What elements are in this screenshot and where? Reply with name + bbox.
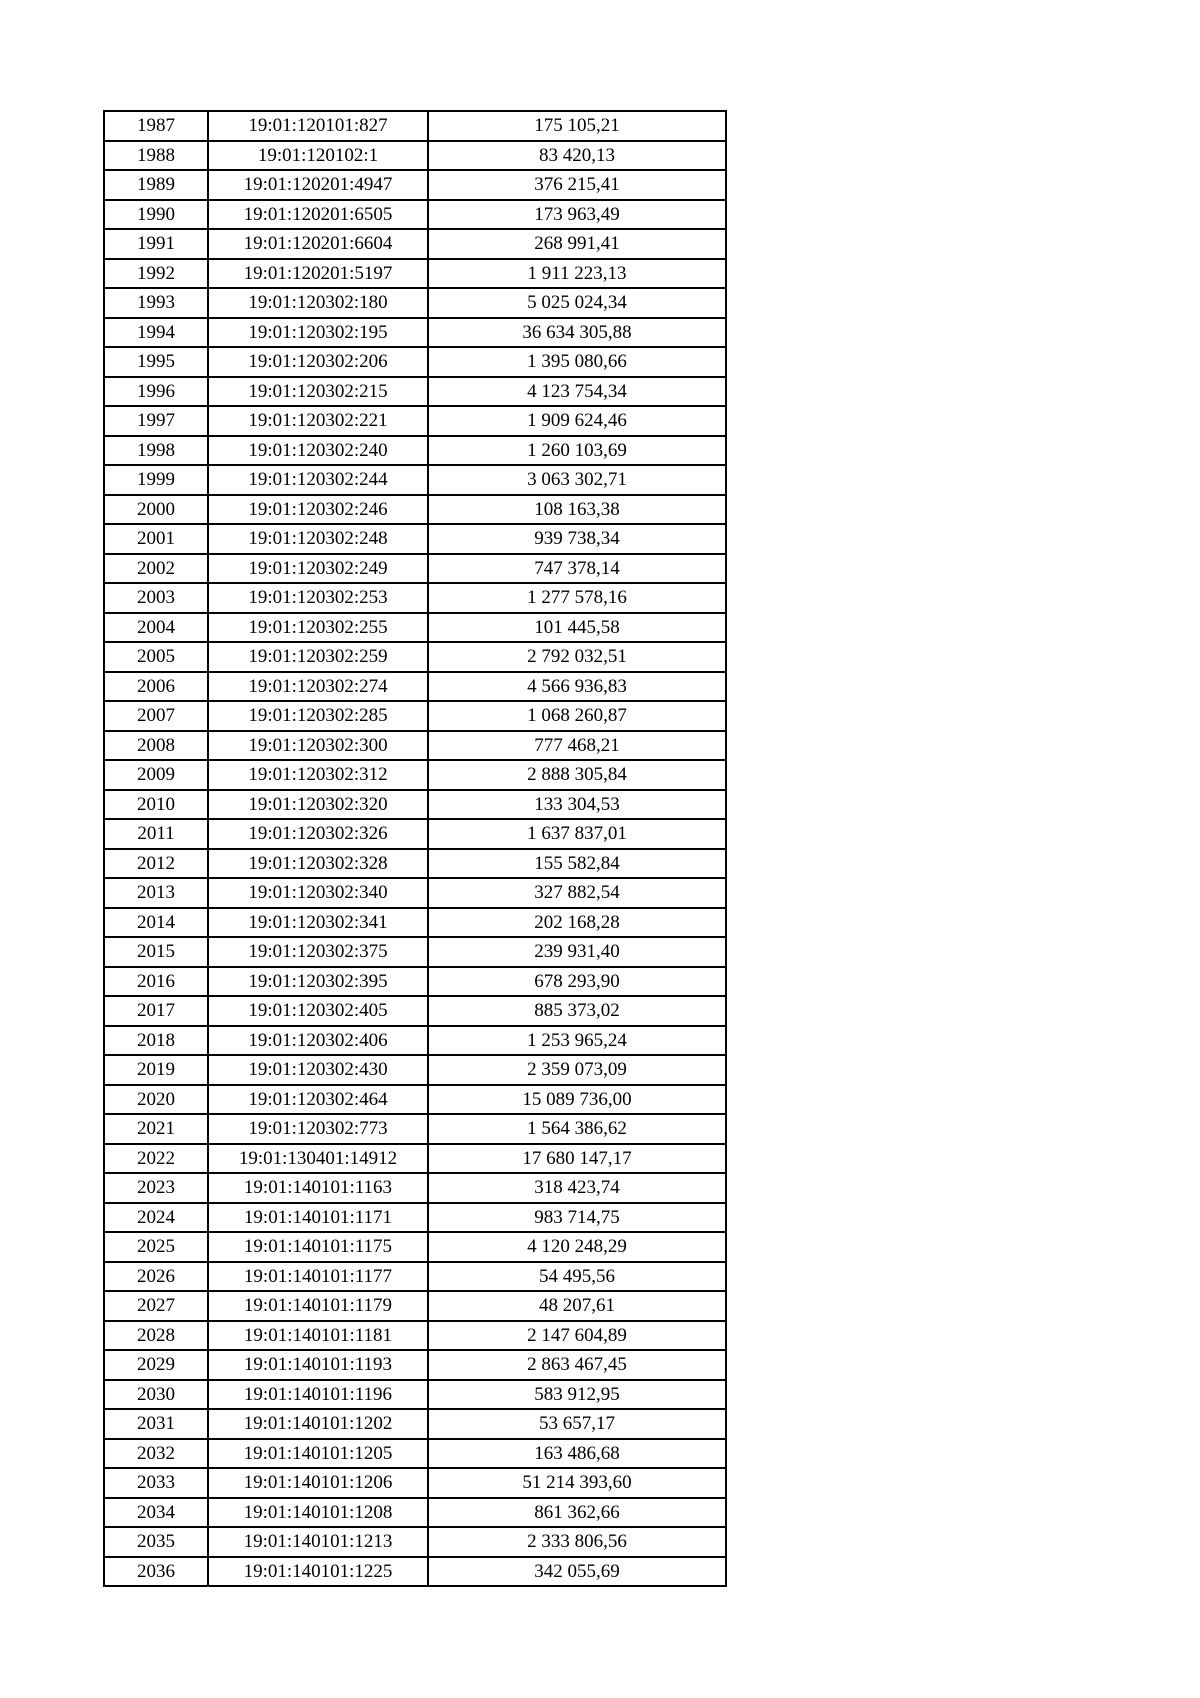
cadastral-number-cell: 19:01:120302:248 bbox=[208, 524, 428, 554]
table-row bbox=[104, 1114, 726, 1144]
cadastral-number-cell: 19:01:120201:6604 bbox=[208, 229, 428, 259]
cadastral-number-cell: 19:01:120302:274 bbox=[208, 672, 428, 702]
cadastral-value-cell: 861 362,66 bbox=[428, 1498, 726, 1528]
cadastral-number-cell: 19:01:140101:1181 bbox=[208, 1321, 428, 1351]
cadastral-number-cell: 19:01:120302:206 bbox=[208, 347, 428, 377]
cadastral-number-cell: 19:01:120302:430 bbox=[208, 1055, 428, 1085]
table-row bbox=[104, 288, 726, 318]
cadastral-number-cell: 19:01:120302:340 bbox=[208, 878, 428, 908]
table-row bbox=[104, 672, 726, 702]
cadastral-value-cell: 163 486,68 bbox=[428, 1439, 726, 1469]
cadastral-number-cell: 19:01:120302:326 bbox=[208, 819, 428, 849]
cadastral-number-cell: 19:01:120302:180 bbox=[208, 288, 428, 318]
cadastral-value-cell: 2 147 604,89 bbox=[428, 1321, 726, 1351]
row-number-cell: 2034 bbox=[104, 1498, 208, 1528]
cadastral-value-cell: 4 120 248,29 bbox=[428, 1232, 726, 1262]
cadastral-number-cell: 19:01:140101:1171 bbox=[208, 1203, 428, 1233]
table-row bbox=[104, 1291, 726, 1321]
table-row bbox=[104, 170, 726, 200]
row-number-cell: 2006 bbox=[104, 672, 208, 702]
row-number-cell: 2035 bbox=[104, 1527, 208, 1557]
cadastral-value-cell: 1 909 624,46 bbox=[428, 406, 726, 436]
cadastral-number-cell: 19:01:140101:1175 bbox=[208, 1232, 428, 1262]
cadastral-number-cell: 19:01:140101:1206 bbox=[208, 1468, 428, 1498]
cadastral-value-cell: 1 260 103,69 bbox=[428, 436, 726, 466]
cadastral-number-cell: 19:01:120302:285 bbox=[208, 701, 428, 731]
cadastral-value-cell: 54 495,56 bbox=[428, 1262, 726, 1292]
table-row bbox=[104, 377, 726, 407]
cadastral-number-cell: 19:01:120302:328 bbox=[208, 849, 428, 879]
table-row bbox=[104, 1409, 726, 1439]
cadastral-value-cell: 1 395 080,66 bbox=[428, 347, 726, 377]
row-number-cell: 1989 bbox=[104, 170, 208, 200]
row-number-cell: 2009 bbox=[104, 760, 208, 790]
cadastral-value-cell: 1 253 965,24 bbox=[428, 1026, 726, 1056]
cadastral-value-cell: 5 025 024,34 bbox=[428, 288, 726, 318]
table-row bbox=[104, 849, 726, 879]
row-number-cell: 2018 bbox=[104, 1026, 208, 1056]
table-row bbox=[104, 819, 726, 849]
row-number-cell: 2005 bbox=[104, 642, 208, 672]
cadastral-number-cell: 19:01:120302:255 bbox=[208, 613, 428, 643]
cadastral-value-cell: 2 792 032,51 bbox=[428, 642, 726, 672]
table-row bbox=[104, 1173, 726, 1203]
row-number-cell: 2003 bbox=[104, 583, 208, 613]
table-row bbox=[104, 1203, 726, 1233]
table-row bbox=[104, 1527, 726, 1557]
table-row bbox=[104, 1380, 726, 1410]
cadastral-value-cell: 133 304,53 bbox=[428, 790, 726, 820]
cadastral-value-cell: 1 277 578,16 bbox=[428, 583, 726, 613]
table-row bbox=[104, 1321, 726, 1351]
row-number-cell: 2027 bbox=[104, 1291, 208, 1321]
cadastral-number-cell: 19:01:120302:244 bbox=[208, 465, 428, 495]
table-row bbox=[104, 1350, 726, 1380]
cadastral-value-table bbox=[103, 110, 727, 1587]
cadastral-number-cell: 19:01:120302:341 bbox=[208, 908, 428, 938]
row-number-cell: 1996 bbox=[104, 377, 208, 407]
row-number-cell: 1987 bbox=[104, 111, 208, 141]
row-number-cell: 2013 bbox=[104, 878, 208, 908]
cadastral-number-cell: 19:01:120302:405 bbox=[208, 996, 428, 1026]
row-number-cell: 2032 bbox=[104, 1439, 208, 1469]
table-row bbox=[104, 1085, 726, 1115]
table-row bbox=[104, 259, 726, 289]
row-number-cell: 2019 bbox=[104, 1055, 208, 1085]
cadastral-number-cell: 19:01:140101:1196 bbox=[208, 1380, 428, 1410]
cadastral-number-cell: 19:01:140101:1177 bbox=[208, 1262, 428, 1292]
row-number-cell: 2007 bbox=[104, 701, 208, 731]
row-number-cell: 2022 bbox=[104, 1144, 208, 1174]
table-row bbox=[104, 613, 726, 643]
cadastral-number-cell: 19:01:120302:246 bbox=[208, 495, 428, 525]
row-number-cell: 1994 bbox=[104, 318, 208, 348]
cadastral-value-cell: 2 863 467,45 bbox=[428, 1350, 726, 1380]
row-number-cell: 1990 bbox=[104, 200, 208, 230]
cadastral-value-cell: 239 931,40 bbox=[428, 937, 726, 967]
table-row bbox=[104, 583, 726, 613]
table-row bbox=[104, 937, 726, 967]
cadastral-value-cell: 53 657,17 bbox=[428, 1409, 726, 1439]
cadastral-value-cell: 747 378,14 bbox=[428, 554, 726, 584]
cadastral-number-cell: 19:01:120302:249 bbox=[208, 554, 428, 584]
row-number-cell: 2002 bbox=[104, 554, 208, 584]
cadastral-number-cell: 19:01:140101:1205 bbox=[208, 1439, 428, 1469]
cadastral-value-cell: 17 680 147,17 bbox=[428, 1144, 726, 1174]
cadastral-number-cell: 19:01:120201:4947 bbox=[208, 170, 428, 200]
table-row bbox=[104, 760, 726, 790]
table-row bbox=[104, 642, 726, 672]
cadastral-value-cell: 2 888 305,84 bbox=[428, 760, 726, 790]
table-row bbox=[104, 554, 726, 584]
table-row bbox=[104, 1439, 726, 1469]
table-row bbox=[104, 524, 726, 554]
table-row bbox=[104, 495, 726, 525]
cadastral-value-cell: 885 373,02 bbox=[428, 996, 726, 1026]
cadastral-number-cell: 19:01:120302:300 bbox=[208, 731, 428, 761]
cadastral-value-cell: 155 582,84 bbox=[428, 849, 726, 879]
cadastral-number-cell: 19:01:120102:1 bbox=[208, 141, 428, 171]
cadastral-value-cell: 1 911 223,13 bbox=[428, 259, 726, 289]
cadastral-number-cell: 19:01:120302:215 bbox=[208, 377, 428, 407]
cadastral-value-cell: 2 359 073,09 bbox=[428, 1055, 726, 1085]
row-number-cell: 2023 bbox=[104, 1173, 208, 1203]
cadastral-number-cell: 19:01:120302:221 bbox=[208, 406, 428, 436]
cadastral-number-cell: 19:01:120302:312 bbox=[208, 760, 428, 790]
cadastral-value-cell: 2 333 806,56 bbox=[428, 1527, 726, 1557]
cadastral-value-cell: 83 420,13 bbox=[428, 141, 726, 171]
cadastral-number-cell: 19:01:140101:1225 bbox=[208, 1557, 428, 1587]
table-row bbox=[104, 908, 726, 938]
table-row bbox=[104, 1468, 726, 1498]
cadastral-number-cell: 19:01:140101:1193 bbox=[208, 1350, 428, 1380]
table-row bbox=[104, 111, 726, 141]
table-row bbox=[104, 1232, 726, 1262]
table-row bbox=[104, 967, 726, 997]
table-row bbox=[104, 318, 726, 348]
cadastral-value-cell: 15 089 736,00 bbox=[428, 1085, 726, 1115]
row-number-cell: 2024 bbox=[104, 1203, 208, 1233]
row-number-cell: 2004 bbox=[104, 613, 208, 643]
cadastral-value-cell: 376 215,41 bbox=[428, 170, 726, 200]
cadastral-value-cell: 48 207,61 bbox=[428, 1291, 726, 1321]
cadastral-number-cell: 19:01:140101:1202 bbox=[208, 1409, 428, 1439]
table-row bbox=[104, 1498, 726, 1528]
cadastral-value-cell: 583 912,95 bbox=[428, 1380, 726, 1410]
cadastral-number-cell: 19:01:120302:195 bbox=[208, 318, 428, 348]
row-number-cell: 2000 bbox=[104, 495, 208, 525]
row-number-cell: 2020 bbox=[104, 1085, 208, 1115]
cadastral-value-cell: 4 566 936,83 bbox=[428, 672, 726, 702]
cadastral-value-cell: 202 168,28 bbox=[428, 908, 726, 938]
table-row bbox=[104, 731, 726, 761]
row-number-cell: 2012 bbox=[104, 849, 208, 879]
cadastral-value-cell: 175 105,21 bbox=[428, 111, 726, 141]
cadastral-number-cell: 19:01:120302:240 bbox=[208, 436, 428, 466]
row-number-cell: 2028 bbox=[104, 1321, 208, 1351]
cadastral-number-cell: 19:01:120302:253 bbox=[208, 583, 428, 613]
row-number-cell: 2026 bbox=[104, 1262, 208, 1292]
row-number-cell: 2010 bbox=[104, 790, 208, 820]
cadastral-value-cell: 777 468,21 bbox=[428, 731, 726, 761]
cadastral-number-cell: 19:01:130401:14912 bbox=[208, 1144, 428, 1174]
row-number-cell: 1992 bbox=[104, 259, 208, 289]
row-number-cell: 1993 bbox=[104, 288, 208, 318]
row-number-cell: 2025 bbox=[104, 1232, 208, 1262]
cadastral-number-cell: 19:01:120302:406 bbox=[208, 1026, 428, 1056]
row-number-cell: 2031 bbox=[104, 1409, 208, 1439]
table-body bbox=[104, 111, 726, 1586]
table-row bbox=[104, 1026, 726, 1056]
row-number-cell: 2014 bbox=[104, 908, 208, 938]
table-row bbox=[104, 406, 726, 436]
row-number-cell: 2029 bbox=[104, 1350, 208, 1380]
row-number-cell: 2016 bbox=[104, 967, 208, 997]
cadastral-number-cell: 19:01:120302:320 bbox=[208, 790, 428, 820]
row-number-cell: 1997 bbox=[104, 406, 208, 436]
table-row bbox=[104, 465, 726, 495]
cadastral-number-cell: 19:01:120302:464 bbox=[208, 1085, 428, 1115]
cadastral-value-cell: 51 214 393,60 bbox=[428, 1468, 726, 1498]
cadastral-value-cell: 1 068 260,87 bbox=[428, 701, 726, 731]
cadastral-number-cell: 19:01:120302:375 bbox=[208, 937, 428, 967]
table-row bbox=[104, 141, 726, 171]
cadastral-value-cell: 318 423,74 bbox=[428, 1173, 726, 1203]
row-number-cell: 2033 bbox=[104, 1468, 208, 1498]
table-row bbox=[104, 701, 726, 731]
cadastral-number-cell: 19:01:120302:259 bbox=[208, 642, 428, 672]
cadastral-value-cell: 4 123 754,34 bbox=[428, 377, 726, 407]
row-number-cell: 1999 bbox=[104, 465, 208, 495]
row-number-cell: 2021 bbox=[104, 1114, 208, 1144]
row-number-cell: 1988 bbox=[104, 141, 208, 171]
table-row bbox=[104, 229, 726, 259]
row-number-cell: 2036 bbox=[104, 1557, 208, 1587]
cadastral-number-cell: 19:01:120201:6505 bbox=[208, 200, 428, 230]
row-number-cell: 2015 bbox=[104, 937, 208, 967]
table-row bbox=[104, 1262, 726, 1292]
cadastral-value-cell: 1 564 386,62 bbox=[428, 1114, 726, 1144]
table-row bbox=[104, 1055, 726, 1085]
table-row bbox=[104, 996, 726, 1026]
row-number-cell: 2008 bbox=[104, 731, 208, 761]
cadastral-value-cell: 36 634 305,88 bbox=[428, 318, 726, 348]
table-row bbox=[104, 200, 726, 230]
row-number-cell: 1998 bbox=[104, 436, 208, 466]
cadastral-value-cell: 3 063 302,71 bbox=[428, 465, 726, 495]
row-number-cell: 2001 bbox=[104, 524, 208, 554]
cadastral-number-cell: 19:01:120302:773 bbox=[208, 1114, 428, 1144]
row-number-cell: 2011 bbox=[104, 819, 208, 849]
row-number-cell: 1995 bbox=[104, 347, 208, 377]
row-number-cell: 2017 bbox=[104, 996, 208, 1026]
cadastral-number-cell: 19:01:120201:5197 bbox=[208, 259, 428, 289]
cadastral-value-cell: 1 637 837,01 bbox=[428, 819, 726, 849]
cadastral-value-cell: 101 445,58 bbox=[428, 613, 726, 643]
cadastral-value-cell: 173 963,49 bbox=[428, 200, 726, 230]
cadastral-number-cell: 19:01:140101:1213 bbox=[208, 1527, 428, 1557]
cadastral-value-cell: 268 991,41 bbox=[428, 229, 726, 259]
cadastral-value-cell: 327 882,54 bbox=[428, 878, 726, 908]
table-row bbox=[104, 878, 726, 908]
table-row bbox=[104, 1144, 726, 1174]
cadastral-value-cell: 678 293,90 bbox=[428, 967, 726, 997]
cadastral-value-cell: 939 738,34 bbox=[428, 524, 726, 554]
table-row bbox=[104, 790, 726, 820]
cadastral-number-cell: 19:01:140101:1179 bbox=[208, 1291, 428, 1321]
row-number-cell: 2030 bbox=[104, 1380, 208, 1410]
table-row bbox=[104, 436, 726, 466]
cadastral-number-cell: 19:01:120302:395 bbox=[208, 967, 428, 997]
cadastral-number-cell: 19:01:140101:1163 bbox=[208, 1173, 428, 1203]
cadastral-value-cell: 342 055,69 bbox=[428, 1557, 726, 1587]
cadastral-value-cell: 983 714,75 bbox=[428, 1203, 726, 1233]
cadastral-value-cell: 108 163,38 bbox=[428, 495, 726, 525]
cadastral-number-cell: 19:01:120101:827 bbox=[208, 111, 428, 141]
table-row bbox=[104, 1557, 726, 1587]
cadastral-number-cell: 19:01:140101:1208 bbox=[208, 1498, 428, 1528]
table-row bbox=[104, 347, 726, 377]
row-number-cell: 1991 bbox=[104, 229, 208, 259]
